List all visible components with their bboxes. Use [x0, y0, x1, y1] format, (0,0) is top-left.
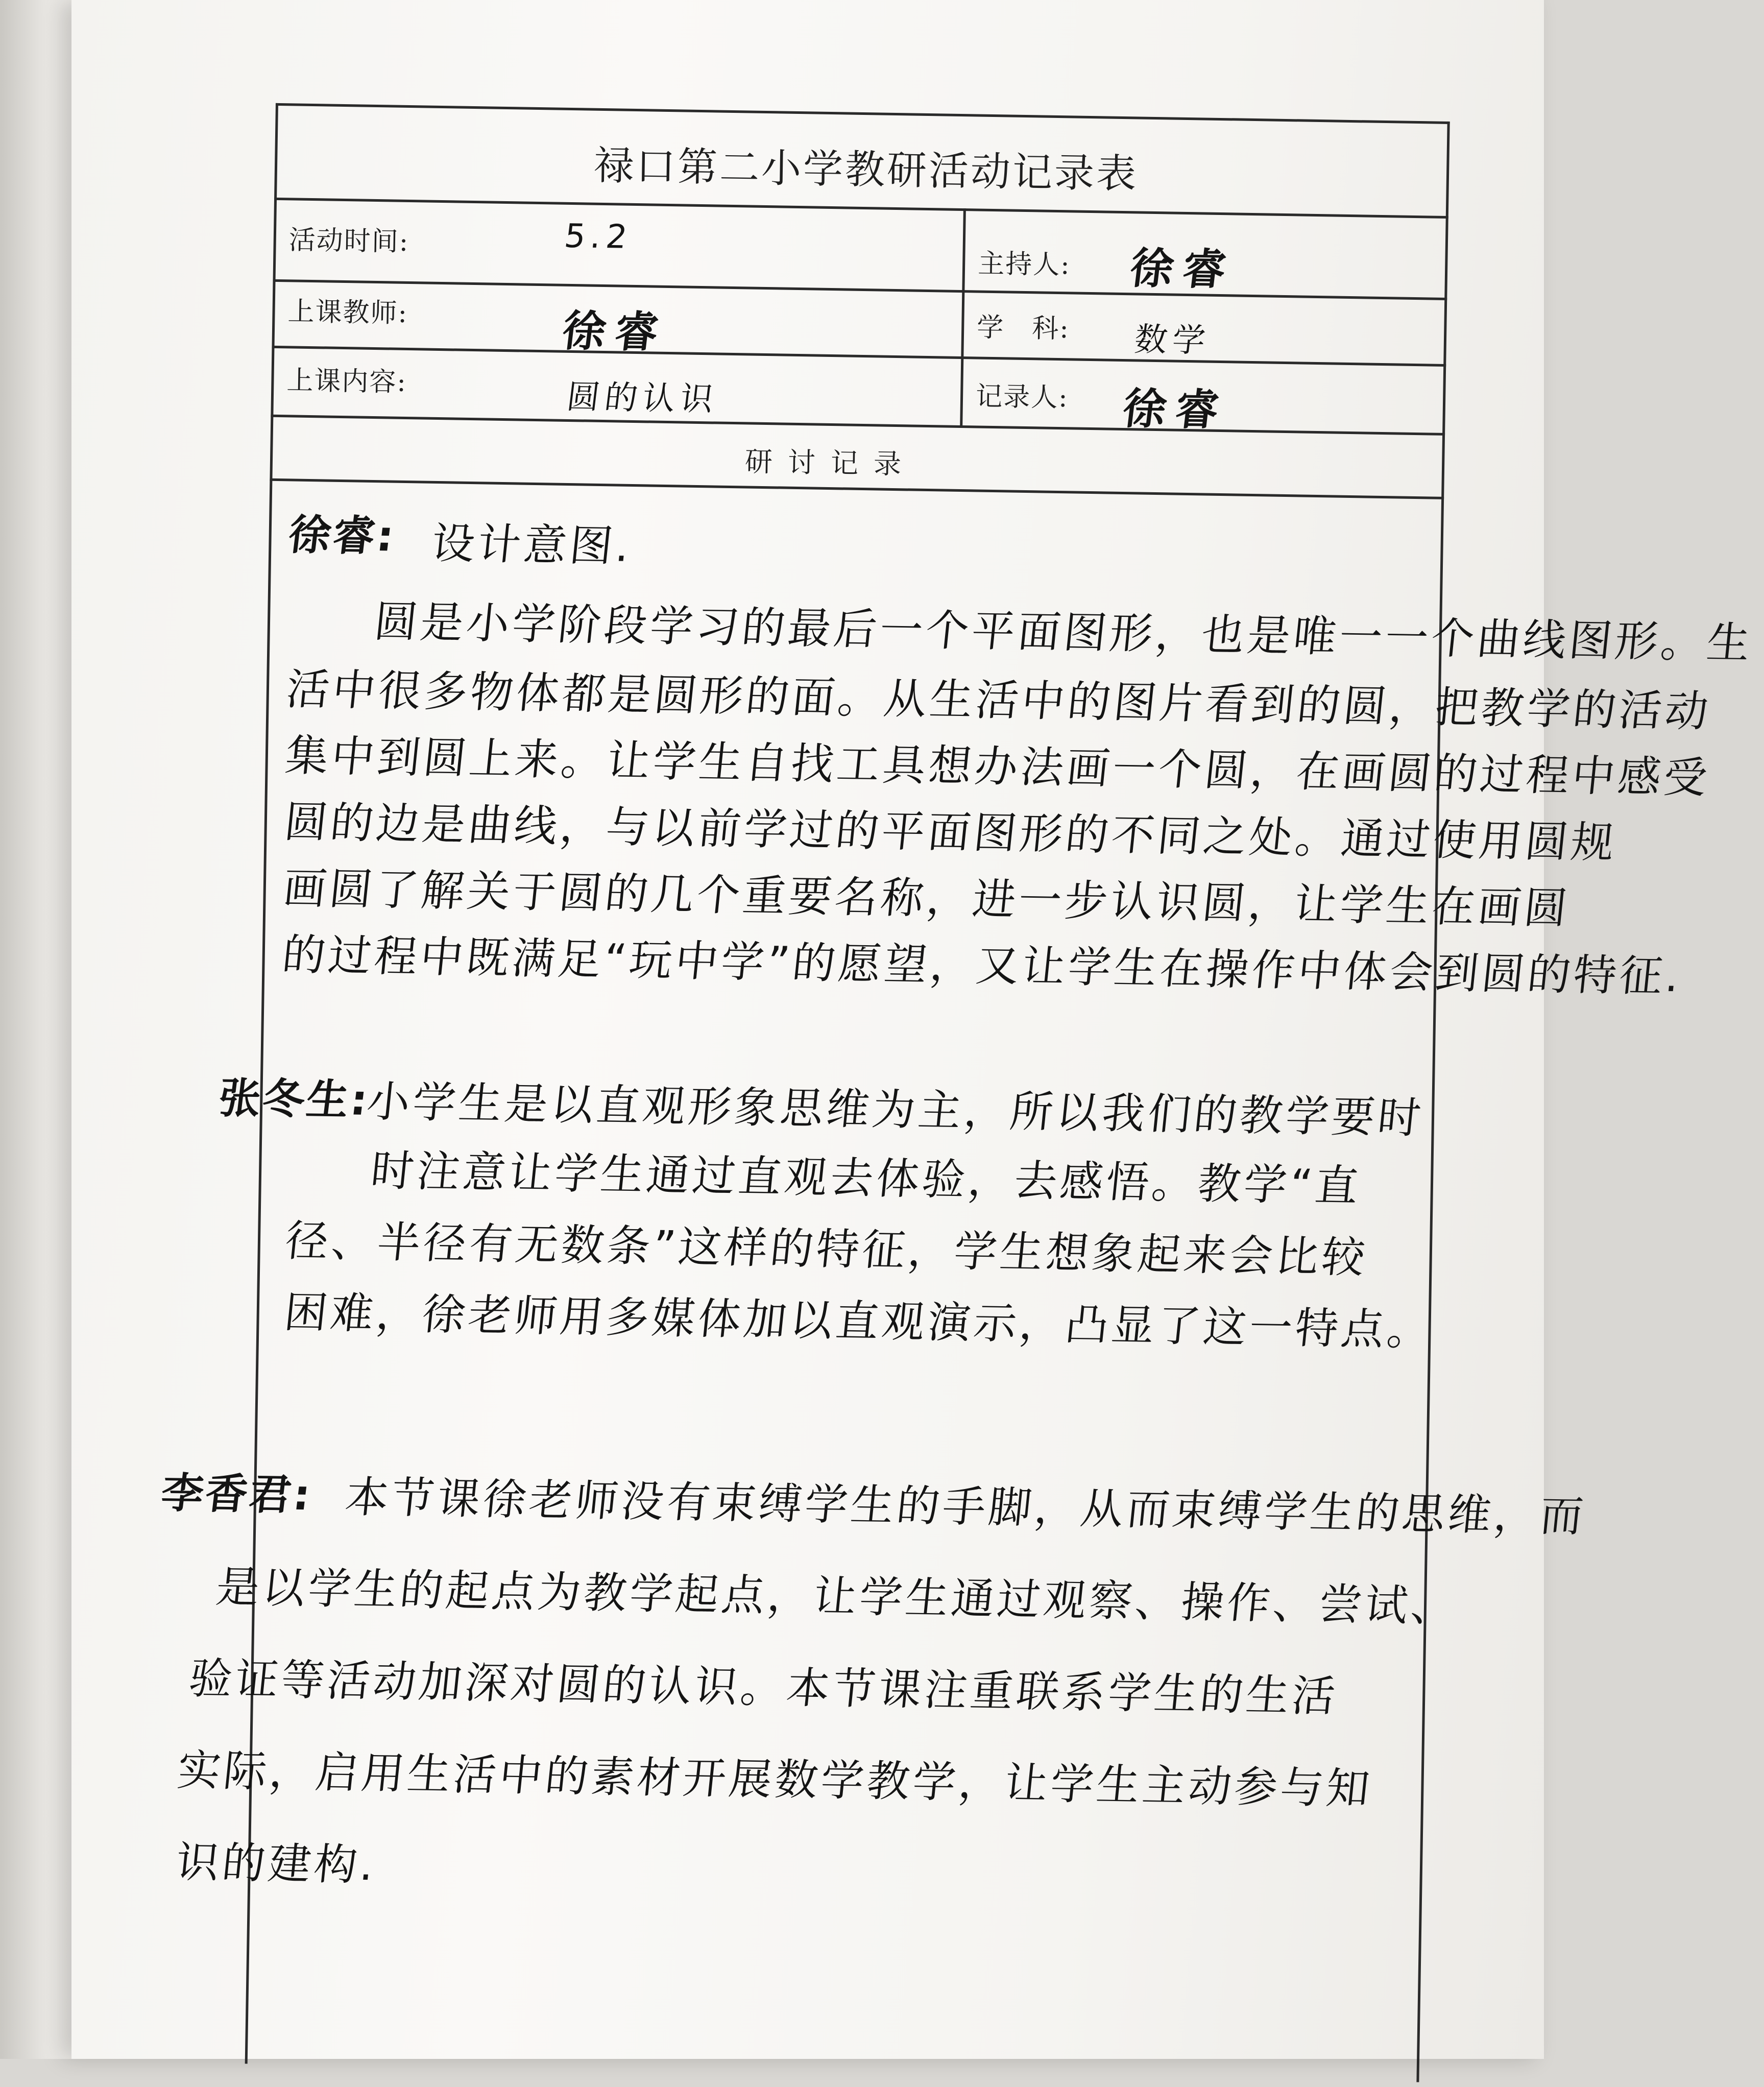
subject-label: 学 科:	[976, 312, 1070, 345]
entry2-line: 小学生是以直观形象思维为主，所以我们的教学要时	[364, 1076, 1427, 1143]
recorder-label: 记录人:	[975, 381, 1069, 414]
content-value: 圆的认识	[564, 378, 720, 419]
entry2-line: 困难，徐老师用多媒体加以直观演示，凸显了这一特点。	[282, 1287, 1436, 1355]
content-label: 上课内容:	[286, 365, 407, 398]
entry1-line: 集中到圆上来。让学生自找工具想办法画一个圆，在画圆的过程中感受	[283, 730, 1713, 803]
teacher-label: 上课教师:	[287, 296, 408, 329]
entry1-line: 的过程中既满足“玩中学”的愿望，又让学生在操作中体会到圆的特征.	[280, 929, 1685, 1002]
previous-page-edge	[0, 0, 77, 2059]
record-form	[158, 102, 1756, 2082]
activity-time-value: 5.2	[562, 217, 635, 256]
host-label: 主持人:	[977, 248, 1071, 281]
recorder-value: 徐睿	[1120, 383, 1231, 436]
entry3-line: 本节课徐老师没有束缚学生的手脚，从而束缚学生的思维，而	[343, 1472, 1589, 1542]
entry3-line: 识的建构.	[174, 1837, 380, 1890]
teacher-value: 徐睿	[560, 305, 670, 357]
entry1-line: 活中很多物体都是圆形的面。从生活中的图片看到的圆，把教学的活动	[284, 664, 1714, 737]
entry1-intro: 设计意图.	[429, 518, 635, 571]
paper-sheet	[71, 0, 1756, 2059]
entry1-line: 画圆了解关于圆的几个重要名称，进一步认识圆，让学生在画圆	[281, 863, 1573, 933]
entry1-speaker: 徐睿:	[286, 511, 399, 561]
host-value: 徐睿	[1127, 243, 1238, 295]
entry3-speaker: 李香君:	[158, 1469, 315, 1520]
entry1-line: 圆的边是曲线，与以前学过的平面图形的不同之处。通过使用圆规	[282, 797, 1620, 868]
entry1-line: 圆是小学阶段学习的最后一个平面图形，也是唯一一个曲线图形。生	[372, 596, 1756, 668]
discussion-section-title: 研讨记录	[744, 445, 917, 481]
entry3-line: 实际，启用生活中的素材开展数学教学，让学生主动参与知	[175, 1745, 1375, 1814]
entry2-speaker: 张冬生:	[215, 1074, 373, 1125]
form-title: 禄口第二小学教研活动记录表	[593, 142, 1139, 198]
entry3-line: 是以学生的起点为教学起点，让学生通过观察、操作、尝试、	[213, 1562, 1460, 1632]
entry3-line: 验证等活动加深对圆的认识。本节课注重联系学生的生活	[186, 1653, 1341, 1721]
activity-time-label: 活动时间:	[288, 225, 409, 258]
entry2-line: 时注意让学生通过直观去体验，去感悟。教学“直	[368, 1145, 1364, 1211]
entry2-line: 径、半径有无数条”这样的特征，学生想象起来会比较	[283, 1215, 1370, 1283]
subject-value: 数学	[1132, 321, 1213, 360]
